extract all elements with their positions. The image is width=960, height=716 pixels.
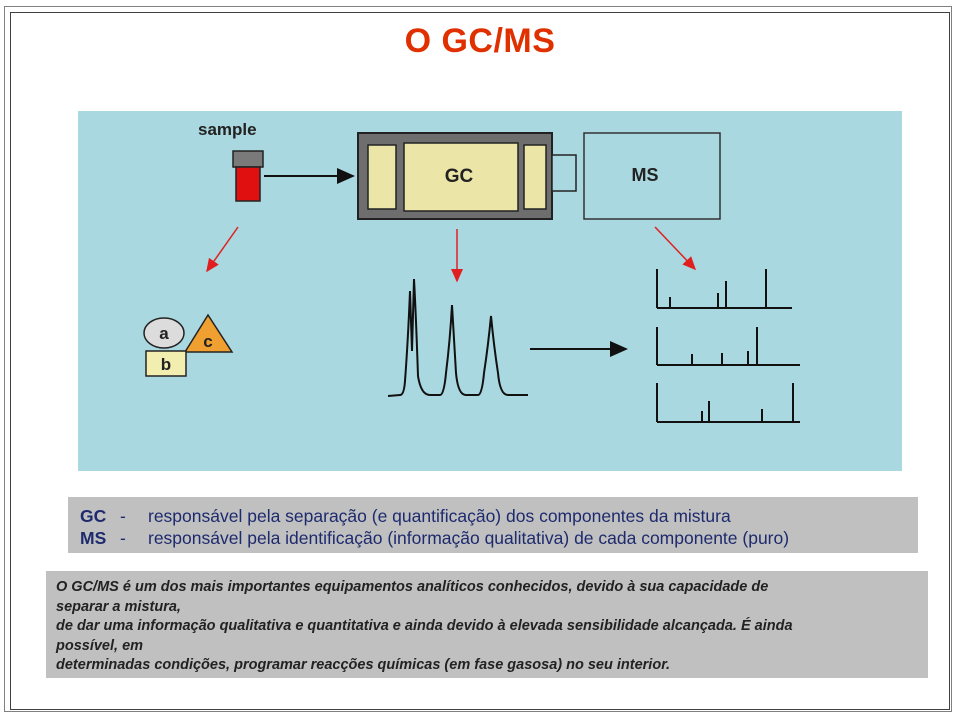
sample-label: sample [198,120,257,139]
definition-abbr: GC [80,506,107,526]
component-c-label: c [203,332,213,351]
description-line: O GC/MS é um dos mais importantes equipamentos analíticos conhecidos, devido à sua capacidade de [56,579,769,595]
definition-abbr: MS [80,528,107,548]
component-b-label: b [160,355,172,374]
gc-ms-connector [552,155,576,191]
definition-text: responsável pela identificação (informação qualitativa) de cada componente (puro) [148,528,790,548]
definition-text: responsável pela separação (e quantificação) dos componentes da mistura [148,506,731,526]
definition-dash: - [120,528,126,548]
description-line: determinadas condições, programar reacções químicas (em fase gasosa) no seu interior. [56,657,671,673]
gc-label: GC [444,166,474,187]
description-box [46,571,928,678]
gcms-diagram [78,111,902,471]
sample-vial-icon [233,151,263,201]
definitions-box [68,497,918,553]
ms-label: MS [631,165,659,185]
description-paragraph [56,578,924,676]
component-a-label: a [159,324,169,343]
slide-title: O GC/MS [404,22,556,60]
description-line: separar a mistura, [56,598,181,615]
definition-dash: - [120,506,126,526]
description-line: de dar uma informação qualitativa e quantitativa e ainda devido à elevada sensibilidade alcançada. É ainda [56,618,793,634]
description-line: possível, em [56,637,144,654]
